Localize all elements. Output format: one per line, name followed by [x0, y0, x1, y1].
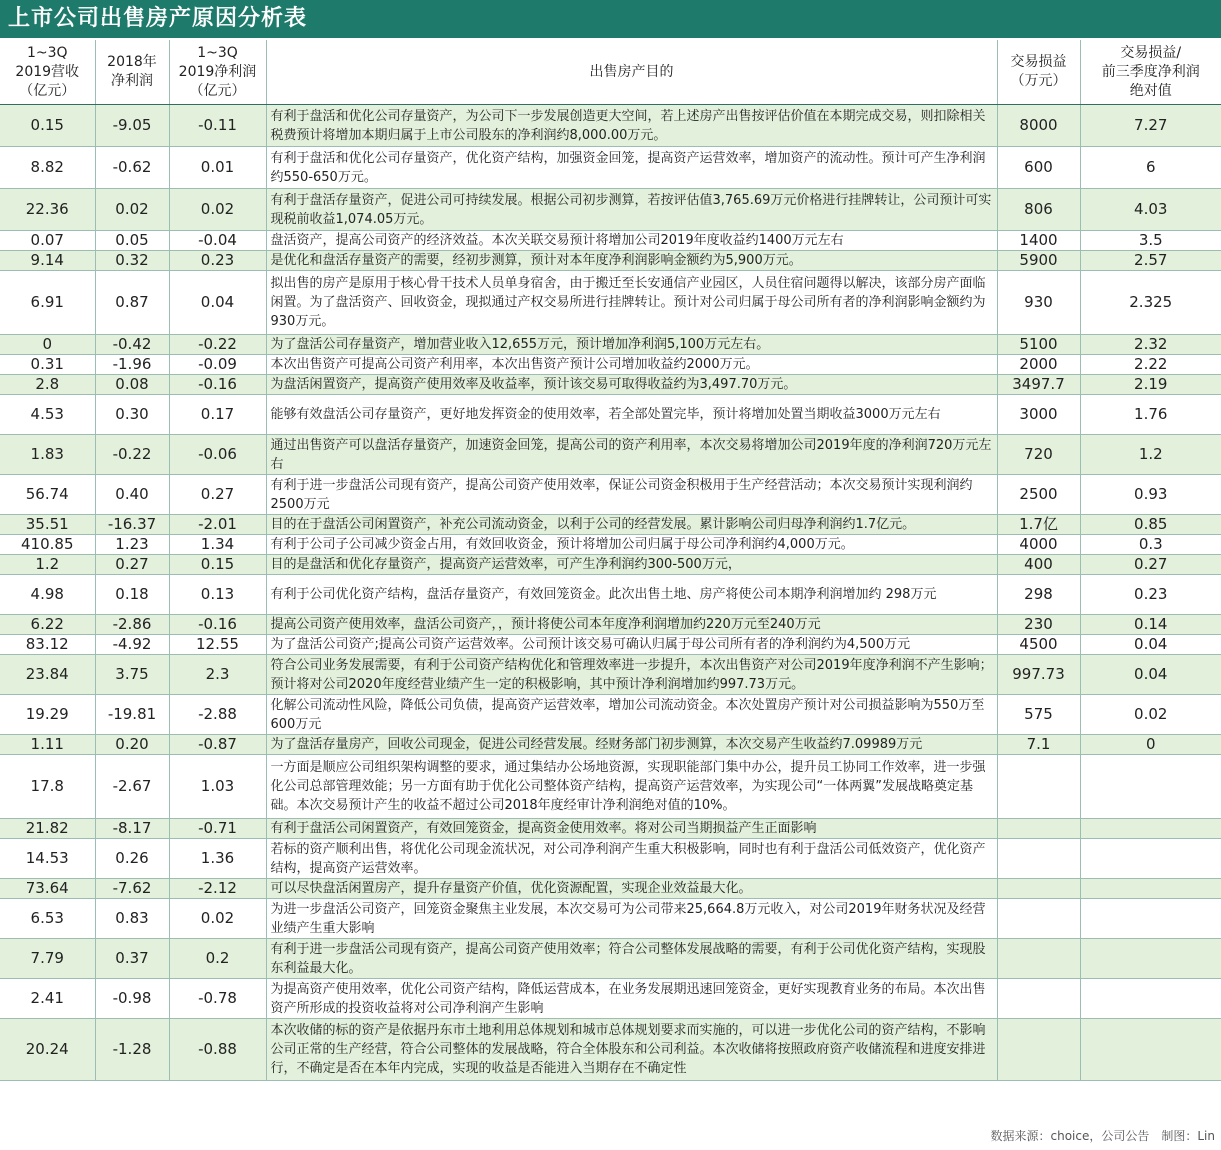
table-cell: 0.04	[1080, 655, 1221, 695]
table-row	[0, 939, 1221, 979]
table-cell: -0.04	[169, 231, 266, 251]
table-cell: 2.3	[169, 655, 266, 695]
table-cell: 一方面是顺应公司组织架构调整的要求，通过集结办公场地资源，实现职能部门集中办公，提升员工协同工作效率，进一步强化公司总部管理效能；另一方面有助于优化公司整体资产结构，提高资产运营效率，为实现公司“一体两翼”发展战略奠定基础。本次交易预计产生的收益不超过公司2018年度经审计净利润绝对值的10%。	[266, 755, 997, 819]
table-cell	[1080, 879, 1221, 899]
table-cell: 目的在于盘活公司闲置资产，补充公司流动资金，以利于公司的经营发展。累计影响公司归母净利润约1.7亿元。	[266, 515, 997, 535]
table-row	[0, 271, 1221, 335]
table-cell: 4000	[997, 535, 1080, 555]
table-cell: 0.37	[95, 939, 169, 979]
table-cell: 0.2	[169, 939, 266, 979]
table-cell: 1.23	[95, 535, 169, 555]
table-row	[0, 335, 1221, 355]
table-cell: 为进一步盘活公司资产，回笼资金聚焦主业发展，本次交易可为公司带来25,664.8万元收入，对公司2019年财务状况及经营业绩产生重大影响	[266, 899, 997, 939]
table-cell: 为提高资产使用效率，优化公司资产结构，降低运营成本，在业务发展期迅速回笼资金，更好实现教育业务的布局。本次出售资产所形成的投资收益将对公司净利润产生影响	[266, 979, 997, 1019]
table-cell: 1.7亿	[997, 515, 1080, 535]
table-cell: 2.8	[0, 375, 95, 395]
table-cell: -8.17	[95, 819, 169, 839]
table-cell: -2.12	[169, 879, 266, 899]
table-cell: 若标的资产顺利出售，将优化公司现金流状况，对公司净利润产生重大积极影响，同时也有利于盘活公司低效资产，优化资产结构，提高资产运营效率。	[266, 839, 997, 879]
table-cell: 2.19	[1080, 375, 1221, 395]
table-cell: 2.57	[1080, 251, 1221, 271]
table-cell: 8.82	[0, 147, 95, 189]
table-cell: 0.05	[95, 231, 169, 251]
table-row	[0, 819, 1221, 839]
column-header: 出售房产目的	[266, 40, 997, 105]
table-cell: 0.02	[169, 899, 266, 939]
table-row	[0, 535, 1221, 555]
table-row	[0, 635, 1221, 655]
table-row	[0, 899, 1221, 939]
table-row	[0, 515, 1221, 535]
table-cell	[1080, 839, 1221, 879]
table-cell: 1.34	[169, 535, 266, 555]
table-cell: 3000	[997, 395, 1080, 435]
table-cell: -0.88	[169, 1019, 266, 1081]
data-table	[0, 40, 1221, 1081]
table-cell	[1080, 1019, 1221, 1081]
table-cell: 7.27	[1080, 105, 1221, 147]
table-cell: 为了盘活公司资产;提高公司资产运营效率。公司预计该交易可确认归属于母公司所有者的净利润约为4,500万元	[266, 635, 997, 655]
table-cell: 7.1	[997, 735, 1080, 755]
table-cell: 4.53	[0, 395, 95, 435]
table-cell: 1.83	[0, 435, 95, 475]
table-cell: -0.09	[169, 355, 266, 375]
table-cell: 有利于进一步盘活公司现有资产，提高公司资产使用效率，保证公司资金积极用于生产经营活动；本次交易预计实现利润约2500万元	[266, 475, 997, 515]
table-cell: 有利于盘活和优化公司存量资产，为公司下一步发展创造更大空间，若上述房产出售按评估价值在本期完成交易，则扣除相关税费预计将增加本期归属于上市公司股东的净利润约8,000.00万元。	[266, 105, 997, 147]
table-cell: 2.32	[1080, 335, 1221, 355]
table-cell: -19.81	[95, 695, 169, 735]
table-cell: 0.08	[95, 375, 169, 395]
table-cell: -9.05	[95, 105, 169, 147]
table-cell: -0.98	[95, 979, 169, 1019]
table-row	[0, 105, 1221, 147]
table-cell: 是优化和盘活存量资产的需要，经初步测算，预计对本年度净利润影响金额约为5,900万元。	[266, 251, 997, 271]
table-row	[0, 395, 1221, 435]
table-cell: -2.88	[169, 695, 266, 735]
table-cell: 806	[997, 189, 1080, 231]
table-cell: 0.17	[169, 395, 266, 435]
table-cell: 盘活资产，提高公司资产的经济效益。本次关联交易预计将增加公司2019年度收益约1400万元左右	[266, 231, 997, 251]
table-cell: 0.26	[95, 839, 169, 879]
table-cell: 2.41	[0, 979, 95, 1019]
table-cell: 0.93	[1080, 475, 1221, 515]
column-header: 2018年 净利润	[95, 40, 169, 105]
table-cell: 997.73	[997, 655, 1080, 695]
table-cell: 21.82	[0, 819, 95, 839]
column-header: 交易损益 （万元）	[997, 40, 1080, 105]
table-cell: 有利于盘活和优化公司存量资产，优化资产结构，加强资金回笼，提高资产运营效率，增加资产的流动性。预计可产生净利润约550-650万元。	[266, 147, 997, 189]
table-cell: 35.51	[0, 515, 95, 535]
table-cell: 3.75	[95, 655, 169, 695]
table-cell: 2000	[997, 355, 1080, 375]
table-cell: 0.02	[95, 189, 169, 231]
table-cell: 本次出售资产可提高公司资产利用率，本次出售资产预计公司增加收益约2000万元。	[266, 355, 997, 375]
table-cell: 拟出售的房产是原用于核心骨干技术人员单身宿舍，由于搬迁至长安通信产业园区，人员住宿问题得以解决，该部分房产面临闲置。为了盘活资产、回收资金，现拟通过产权交易所进行挂牌转让。预计对公司归属于母公司所有者的净利润影响金额约为930万元。	[266, 271, 997, 335]
table-cell: 56.74	[0, 475, 95, 515]
table-cell: 6.53	[0, 899, 95, 939]
table-cell: 3497.7	[997, 375, 1080, 395]
table-cell: -7.62	[95, 879, 169, 899]
table-cell: -0.42	[95, 335, 169, 355]
table-cell: 2.22	[1080, 355, 1221, 375]
table-cell: 0.01	[169, 147, 266, 189]
table-cell: 12.55	[169, 635, 266, 655]
table-cell: 0.83	[95, 899, 169, 939]
table-cell: 0.07	[0, 231, 95, 251]
table-cell: 22.36	[0, 189, 95, 231]
table-cell: 有利于公司优化资产结构，盘活存量资产，有效回笼资金。此次出售土地、房产将使公司本期净利润增加约 298万元	[266, 575, 997, 615]
table-cell: 2.325	[1080, 271, 1221, 335]
table-cell: 0	[0, 335, 95, 355]
table-cell: 20.24	[0, 1019, 95, 1081]
table-cell: 0.85	[1080, 515, 1221, 535]
table-cell: 0.15	[169, 555, 266, 575]
table-cell: 0.27	[1080, 555, 1221, 575]
table-cell: 6	[1080, 147, 1221, 189]
table-cell: 2500	[997, 475, 1080, 515]
table-cell: 0.04	[1080, 635, 1221, 655]
table-cell: 4.03	[1080, 189, 1221, 231]
table-cell: 230	[997, 615, 1080, 635]
table-cell: 1.11	[0, 735, 95, 755]
table-cell: 0.14	[1080, 615, 1221, 635]
table-cell: 4.98	[0, 575, 95, 615]
table-cell: 0.02	[1080, 695, 1221, 735]
table-cell: -0.22	[169, 335, 266, 355]
table-cell: 0.32	[95, 251, 169, 271]
table-cell: -0.78	[169, 979, 266, 1019]
table-cell: 提高公司资产使用效率，盘活公司资产，，预计将使公司本年度净利润增加约220万元至240万元	[266, 615, 997, 635]
table-row	[0, 655, 1221, 695]
table-cell: 0.13	[169, 575, 266, 615]
table-cell: 1.03	[169, 755, 266, 819]
table-cell: 930	[997, 271, 1080, 335]
table-cell: 化解公司流动性风险，降低公司负债，提高资产运营效率，增加公司流动资金。本次处置房产预计对公司损益影响为550万至600万元	[266, 695, 997, 735]
table-body	[0, 105, 1221, 1081]
table-row	[0, 375, 1221, 395]
table-cell: 1.76	[1080, 395, 1221, 435]
table-cell: 有利于盘活公司闲置资产，有效回笼资金，提高资金使用效率。将对公司当期损益产生正面影响	[266, 819, 997, 839]
table-row	[0, 555, 1221, 575]
table-cell	[1080, 939, 1221, 979]
table-cell: -2.86	[95, 615, 169, 635]
table-cell: 19.29	[0, 695, 95, 735]
table-cell: 0.23	[1080, 575, 1221, 615]
table-cell: 0.40	[95, 475, 169, 515]
table-cell: -0.62	[95, 147, 169, 189]
table-cell: 17.8	[0, 755, 95, 819]
table-cell: 410.85	[0, 535, 95, 555]
table-cell: -0.87	[169, 735, 266, 755]
table-cell: 5900	[997, 251, 1080, 271]
source-note: 数据来源：choice，公司公告 制图：Lin	[990, 1129, 1215, 1143]
table-row	[0, 879, 1221, 899]
table-row	[0, 147, 1221, 189]
table-row	[0, 1019, 1221, 1081]
table-cell: -16.37	[95, 515, 169, 535]
table-cell: 0.04	[169, 271, 266, 335]
table-cell: 8000	[997, 105, 1080, 147]
table-cell	[1080, 755, 1221, 819]
table-cell	[997, 979, 1080, 1019]
table-cell: 575	[997, 695, 1080, 735]
table-cell: 0.30	[95, 395, 169, 435]
table-cell: 本次收储的标的资产是依据丹东市土地利用总体规划和城市总体规划要求而实施的，可以进一步优化公司的资产结构，不影响公司正常的生产经营，符合公司整体的发展战略，符合全体股东和公司利益。本次收储将按照政府资产收储流程和进度安排进行，不确定是否在本年内完成，实现的收益是否能进入当期存在不确定性	[266, 1019, 997, 1081]
table-cell: 83.12	[0, 635, 95, 655]
table-row	[0, 355, 1221, 375]
table-row	[0, 231, 1221, 251]
table-cell	[1080, 899, 1221, 939]
table-cell: 0.31	[0, 355, 95, 375]
table-row	[0, 979, 1221, 1019]
table-cell: 3.5	[1080, 231, 1221, 251]
table-cell	[1080, 979, 1221, 1019]
table-cell: -0.71	[169, 819, 266, 839]
table-cell: 0.02	[169, 189, 266, 231]
table-cell: 1.2	[0, 555, 95, 575]
table-cell: 0.20	[95, 735, 169, 755]
table-cell: 1400	[997, 231, 1080, 251]
table-row	[0, 839, 1221, 879]
table-cell: 能够有效盘活公司存量资产，更好地发挥资金的使用效率，若全部处置完毕，预计将增加处置当期收益3000万元左右	[266, 395, 997, 435]
table-cell: -4.92	[95, 635, 169, 655]
table-row	[0, 251, 1221, 271]
table-cell: 有利于公司子公司减少资金占用，有效回收资金，预计将增加公司归属于母公司净利润约4,000万元。	[266, 535, 997, 555]
table-row	[0, 695, 1221, 735]
table-cell: -2.67	[95, 755, 169, 819]
table-cell	[997, 939, 1080, 979]
table-row	[0, 615, 1221, 635]
table-cell: 符合公司业务发展需要，有利于公司资产结构优化和管理效率进一步提升，本次出售资产对公司2019年度净利润不产生影响；预计将对公司2020年度经营业绩产生一定的积极影响，其中预计净利润增加约997.73万元。	[266, 655, 997, 695]
table-cell: 目的是盘活和优化存量资产，提高资产运营效率，可产生净利润约300-500万元，	[266, 555, 997, 575]
table-row	[0, 435, 1221, 475]
table-cell: -0.06	[169, 435, 266, 475]
table-cell: 有利于进一步盘活公司现有资产，提高公司资产使用效率；符合公司整体发展战略的需要，有利于公司优化资产结构，实现股东利益最大化。	[266, 939, 997, 979]
table-cell: 14.53	[0, 839, 95, 879]
table-cell: 为盘活闲置资产，提高资产使用效率及收益率，预计该交易可取得收益约为3,497.70万元。	[266, 375, 997, 395]
table-cell: 6.22	[0, 615, 95, 635]
page-title: 上市公司出售房产原因分析表	[8, 6, 308, 31]
table-cell	[1080, 819, 1221, 839]
table-cell: -2.01	[169, 515, 266, 535]
table-cell: 4500	[997, 635, 1080, 655]
table-cell: 0.87	[95, 271, 169, 335]
table-cell: -0.16	[169, 615, 266, 635]
table-cell	[997, 899, 1080, 939]
table-row	[0, 189, 1221, 231]
table-cell: 0.18	[95, 575, 169, 615]
table-cell: 通过出售资产可以盘活存量资产，加速资金回笼，提高公司的资产利用率，本次交易将增加公司2019年度的净利润720万元左右	[266, 435, 997, 475]
table-cell: 为了盘活公司存量资产，增加营业收入12,655万元，预计增加净利润5,100万元左右。	[266, 335, 997, 355]
table-cell: 0.15	[0, 105, 95, 147]
table-row	[0, 575, 1221, 615]
column-header: 1~3Q 2019营收 （亿元）	[0, 40, 95, 105]
table-cell: 1.36	[169, 839, 266, 879]
table-cell: 73.64	[0, 879, 95, 899]
table-cell: 为了盘活存量房产，回收公司现金，促进公司经营发展。经财务部门初步测算，本次交易产生收益约7.09989万元	[266, 735, 997, 755]
table-cell	[997, 755, 1080, 819]
table-row	[0, 735, 1221, 755]
table-cell: -0.16	[169, 375, 266, 395]
table-cell: 0	[1080, 735, 1221, 755]
table-cell: -0.11	[169, 105, 266, 147]
table-cell: -0.22	[95, 435, 169, 475]
table-cell	[997, 819, 1080, 839]
table-row	[0, 755, 1221, 819]
table-cell: 600	[997, 147, 1080, 189]
table-cell: 0.23	[169, 251, 266, 271]
table-cell: 9.14	[0, 251, 95, 271]
table-cell	[997, 879, 1080, 899]
table-cell: -1.28	[95, 1019, 169, 1081]
table-cell: 7.79	[0, 939, 95, 979]
column-header: 交易损益/ 前三季度净利润 绝对值	[1080, 40, 1221, 105]
table-cell	[997, 1019, 1080, 1081]
table-cell: 0.3	[1080, 535, 1221, 555]
header-row	[0, 40, 1221, 105]
table-cell: 可以尽快盘活闲置房产，提升存量资产价值，优化资源配置，实现企业效益最大化。	[266, 879, 997, 899]
table-cell: -1.96	[95, 355, 169, 375]
table-cell: 400	[997, 555, 1080, 575]
table-cell: 0.27	[95, 555, 169, 575]
table-cell	[997, 839, 1080, 879]
table-cell: 6.91	[0, 271, 95, 335]
table-cell: 23.84	[0, 655, 95, 695]
column-header: 1~3Q 2019净利润 （亿元）	[169, 40, 266, 105]
table-cell: 298	[997, 575, 1080, 615]
table-cell: 5100	[997, 335, 1080, 355]
table-cell: 0.27	[169, 475, 266, 515]
table-cell: 720	[997, 435, 1080, 475]
table-cell: 1.2	[1080, 435, 1221, 475]
table-row	[0, 475, 1221, 515]
title-bar	[0, 0, 1221, 38]
table-cell: 有利于盘活存量资产，促进公司可持续发展。根据公司初步测算，若按评估值3,765.69万元价格进行挂牌转让，公司预计可实现税前收益1,074.05万元。	[266, 189, 997, 231]
